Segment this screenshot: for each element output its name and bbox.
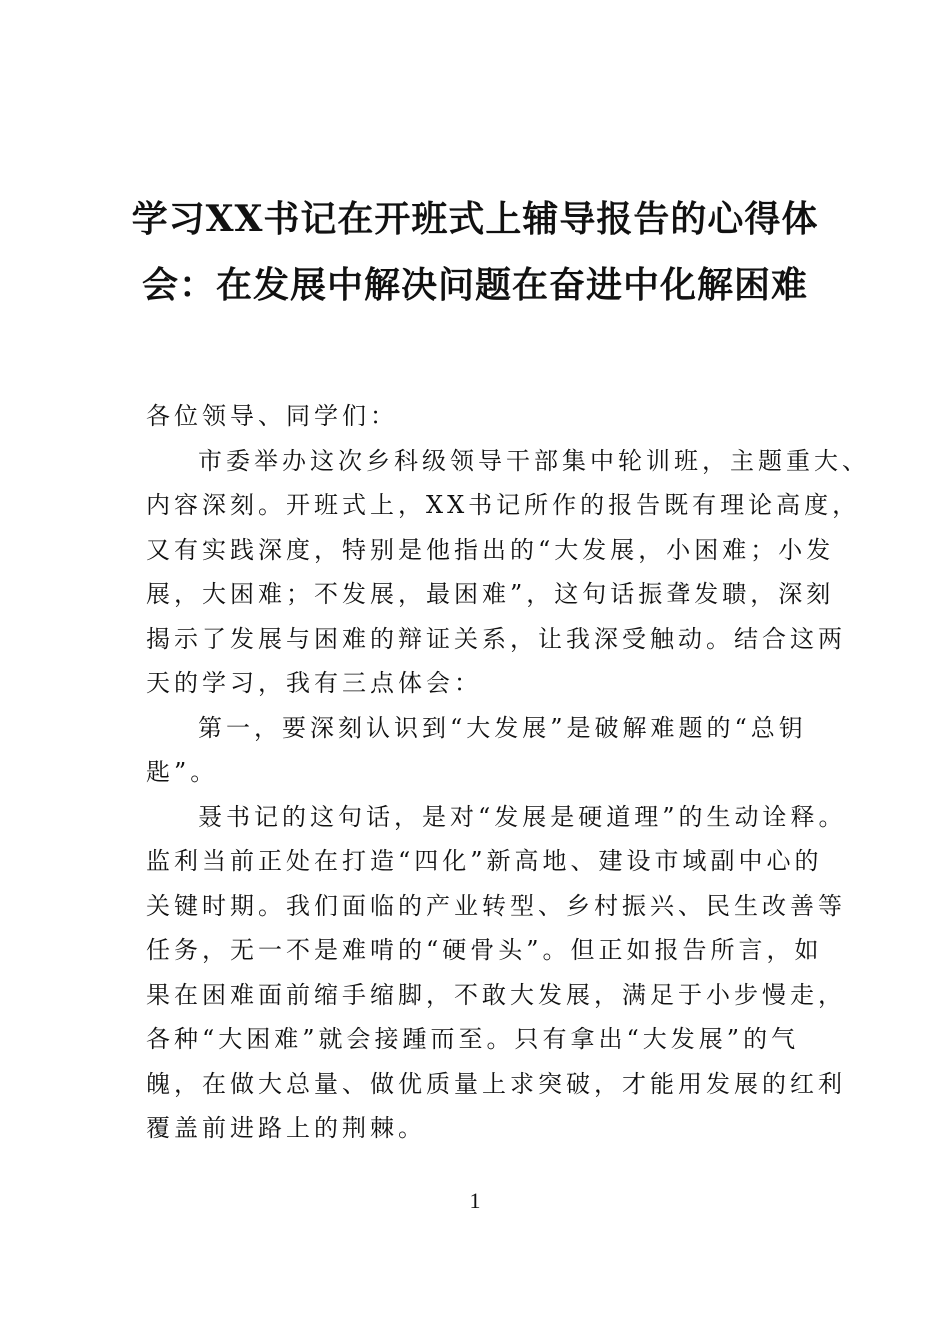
body-line: 任务，无一不是难啃的“硬骨头”。但正如报告所言，如 bbox=[146, 936, 823, 964]
body-line: 又有实践深度，特别是他指出的“大发展，小困难；小发 bbox=[146, 535, 835, 564]
page-number: 1 bbox=[469, 1188, 481, 1213]
body-line: 果在困难面前缩手缩脚，不敢大发展，满足于小步慢走， bbox=[146, 980, 846, 1009]
body-line: 第一，要深刻认识到“大发展”是破解难题的“总钥 bbox=[198, 713, 807, 742]
body-line: 魄，在做大总量、做优质量上求突破，才能用发展的红利 bbox=[146, 1069, 846, 1098]
body-line: 各种“大困难”就会接踵而至。只有拿出“大发展”的气 bbox=[146, 1025, 800, 1053]
body-line: 天的学习，我有三点体会： bbox=[146, 669, 482, 697]
body-line: 市委举办这次乡科级领导干部集中轮训班，主题重大、 bbox=[198, 446, 870, 475]
body-line: 揭示了发展与困难的辩证关系，让我深受触动。结合这两 bbox=[146, 624, 846, 653]
document-title bbox=[120, 186, 830, 318]
body-line: 匙”。 bbox=[146, 758, 219, 786]
body-line: 覆盖前进路上的荆棘。 bbox=[146, 1114, 426, 1142]
title-line-1: 学习XX书记在开班式上辅导报告的心得体 bbox=[131, 198, 819, 240]
body-line: 各位领导、同学们： bbox=[146, 402, 398, 430]
document-body bbox=[146, 394, 870, 1151]
body-line: 展，大困难；不发展，最困难”，这句话振聋发聩，深刻 bbox=[146, 580, 835, 608]
body-line: 关键时期。我们面临的产业转型、乡村振兴、民生改善等 bbox=[146, 891, 846, 920]
title-line-2: 会：在发展中解决问题在奋进中化解困难 bbox=[141, 264, 808, 306]
body-line: 内容深刻。开班式上，XX书记所作的报告既有理论高度， bbox=[146, 491, 861, 519]
body-line: 聂书记的这句话，是对“发展是硬道理”的生动诠释。 bbox=[198, 802, 847, 831]
body-line: 监利当前正处在打造“四化”新高地、建设市域副中心的 bbox=[146, 847, 823, 875]
